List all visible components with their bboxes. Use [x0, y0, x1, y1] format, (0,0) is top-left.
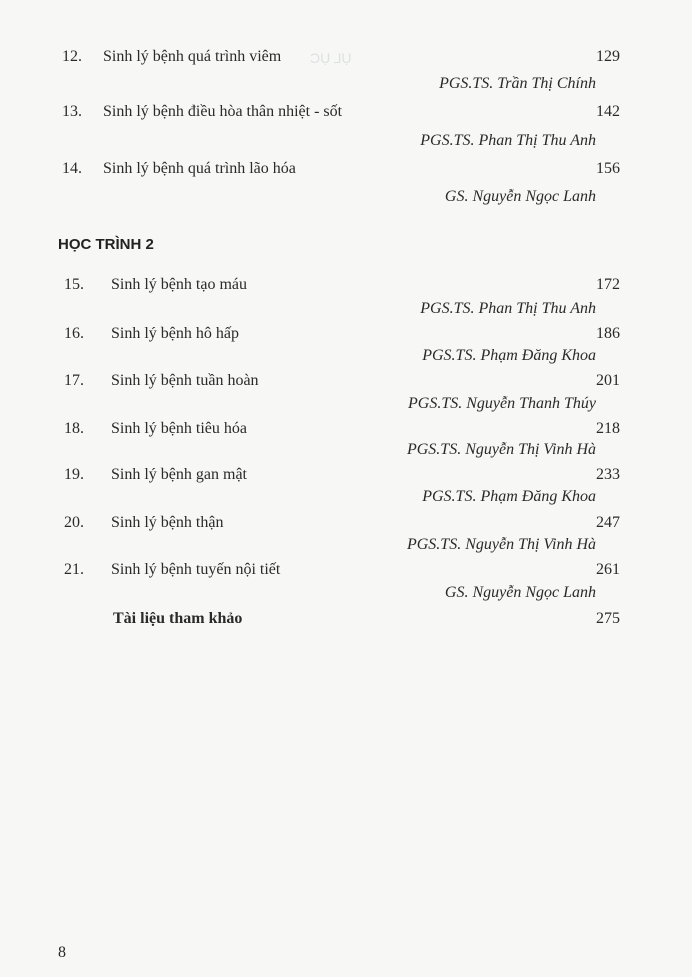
entry-author: PGS.TS. Nguyễn Thanh Thúy: [408, 395, 596, 412]
toc-author: [0, 488, 692, 512]
entry-author: PGS.TS. Phạm Đăng Khoa: [422, 488, 596, 505]
entry-number: 13.: [62, 103, 82, 120]
toc-author: [0, 300, 692, 324]
section-heading: HỌC TRÌNH 2: [58, 236, 154, 253]
entry-title: Sinh lý bệnh tiêu hóa: [111, 420, 247, 437]
entry-author: PGS.TS. Nguyễn Thị Vinh Hà: [406, 441, 596, 458]
toc-author: [0, 188, 692, 212]
entry-page: 247: [596, 514, 620, 531]
entry-number: 12.: [62, 48, 82, 65]
entry-title: Sinh lý bệnh điều hòa thân nhiệt - sốt: [103, 103, 343, 120]
entry-number: 14.: [62, 160, 82, 177]
entry-page: 156: [596, 160, 620, 177]
entry-title: Sinh lý bệnh gan mật: [111, 466, 247, 483]
entry-number: 15.: [64, 276, 84, 293]
entry-number: 19.: [64, 466, 84, 483]
toc-author: [0, 395, 692, 419]
entry-title: Sinh lý bệnh tuyến nội tiết: [111, 561, 281, 578]
entry-page: 261: [596, 561, 620, 578]
toc-entry: [0, 276, 692, 300]
page-number: 8: [58, 944, 66, 961]
toc-author: [0, 132, 692, 156]
entry-author: PGS.TS. Nguyễn Thị Vinh Hà: [406, 536, 596, 553]
entry-author: PGS.TS. Phạm Đăng Khoa: [422, 347, 596, 364]
entry-number: 17.: [64, 372, 84, 389]
entry-author: PGS.TS. Trần Thị Chính: [439, 75, 596, 92]
toc-author: [0, 75, 692, 99]
toc-entry: [0, 561, 692, 585]
entry-title: Sinh lý bệnh quá trình viêm: [103, 48, 282, 65]
references-title: Tài liệu tham khảo: [113, 610, 243, 627]
entry-number: 16.: [64, 325, 84, 342]
toc-entry: [0, 48, 692, 72]
toc-author: [0, 536, 692, 560]
toc-entry: [0, 325, 692, 349]
entry-title: Sinh lý bệnh tuần hoàn: [111, 372, 259, 389]
entry-page: 233: [596, 466, 620, 483]
entry-number: 20.: [64, 514, 84, 531]
entry-author: GS. Nguyễn Ngọc Lanh: [444, 584, 596, 601]
references-page: 275: [596, 610, 620, 627]
entry-author: GS. Nguyễn Ngọc Lanh: [444, 188, 596, 205]
entry-number: 18.: [64, 420, 84, 437]
toc-entry: [0, 372, 692, 396]
entry-title: Sinh lý bệnh hô hấp: [111, 325, 239, 342]
entry-page: 142: [596, 103, 620, 120]
entry-number: 21.: [64, 561, 84, 578]
toc-author: [0, 347, 692, 371]
entry-title: Sinh lý bệnh quá trình lão hóa: [103, 160, 296, 177]
toc-entry: [0, 514, 692, 538]
entry-page: 218: [596, 420, 620, 437]
bleed-through-text: ỤL ỤC: [310, 50, 352, 66]
entry-title: Sinh lý bệnh tạo máu: [111, 276, 247, 293]
entry-page: 172: [596, 276, 620, 293]
entry-title: Sinh lý bệnh thận: [111, 514, 224, 531]
toc-author: [0, 441, 692, 465]
entry-author: PGS.TS. Phan Thị Thu Anh: [420, 300, 596, 317]
entry-page: 201: [596, 372, 620, 389]
toc-author: [0, 584, 692, 608]
toc-entry: [0, 466, 692, 490]
entry-page: 129: [596, 48, 620, 65]
toc-entry: [0, 160, 692, 184]
toc-entry: [0, 103, 692, 127]
entry-author: PGS.TS. Phan Thị Thu Anh: [420, 132, 596, 149]
entry-page: 186: [596, 325, 620, 342]
